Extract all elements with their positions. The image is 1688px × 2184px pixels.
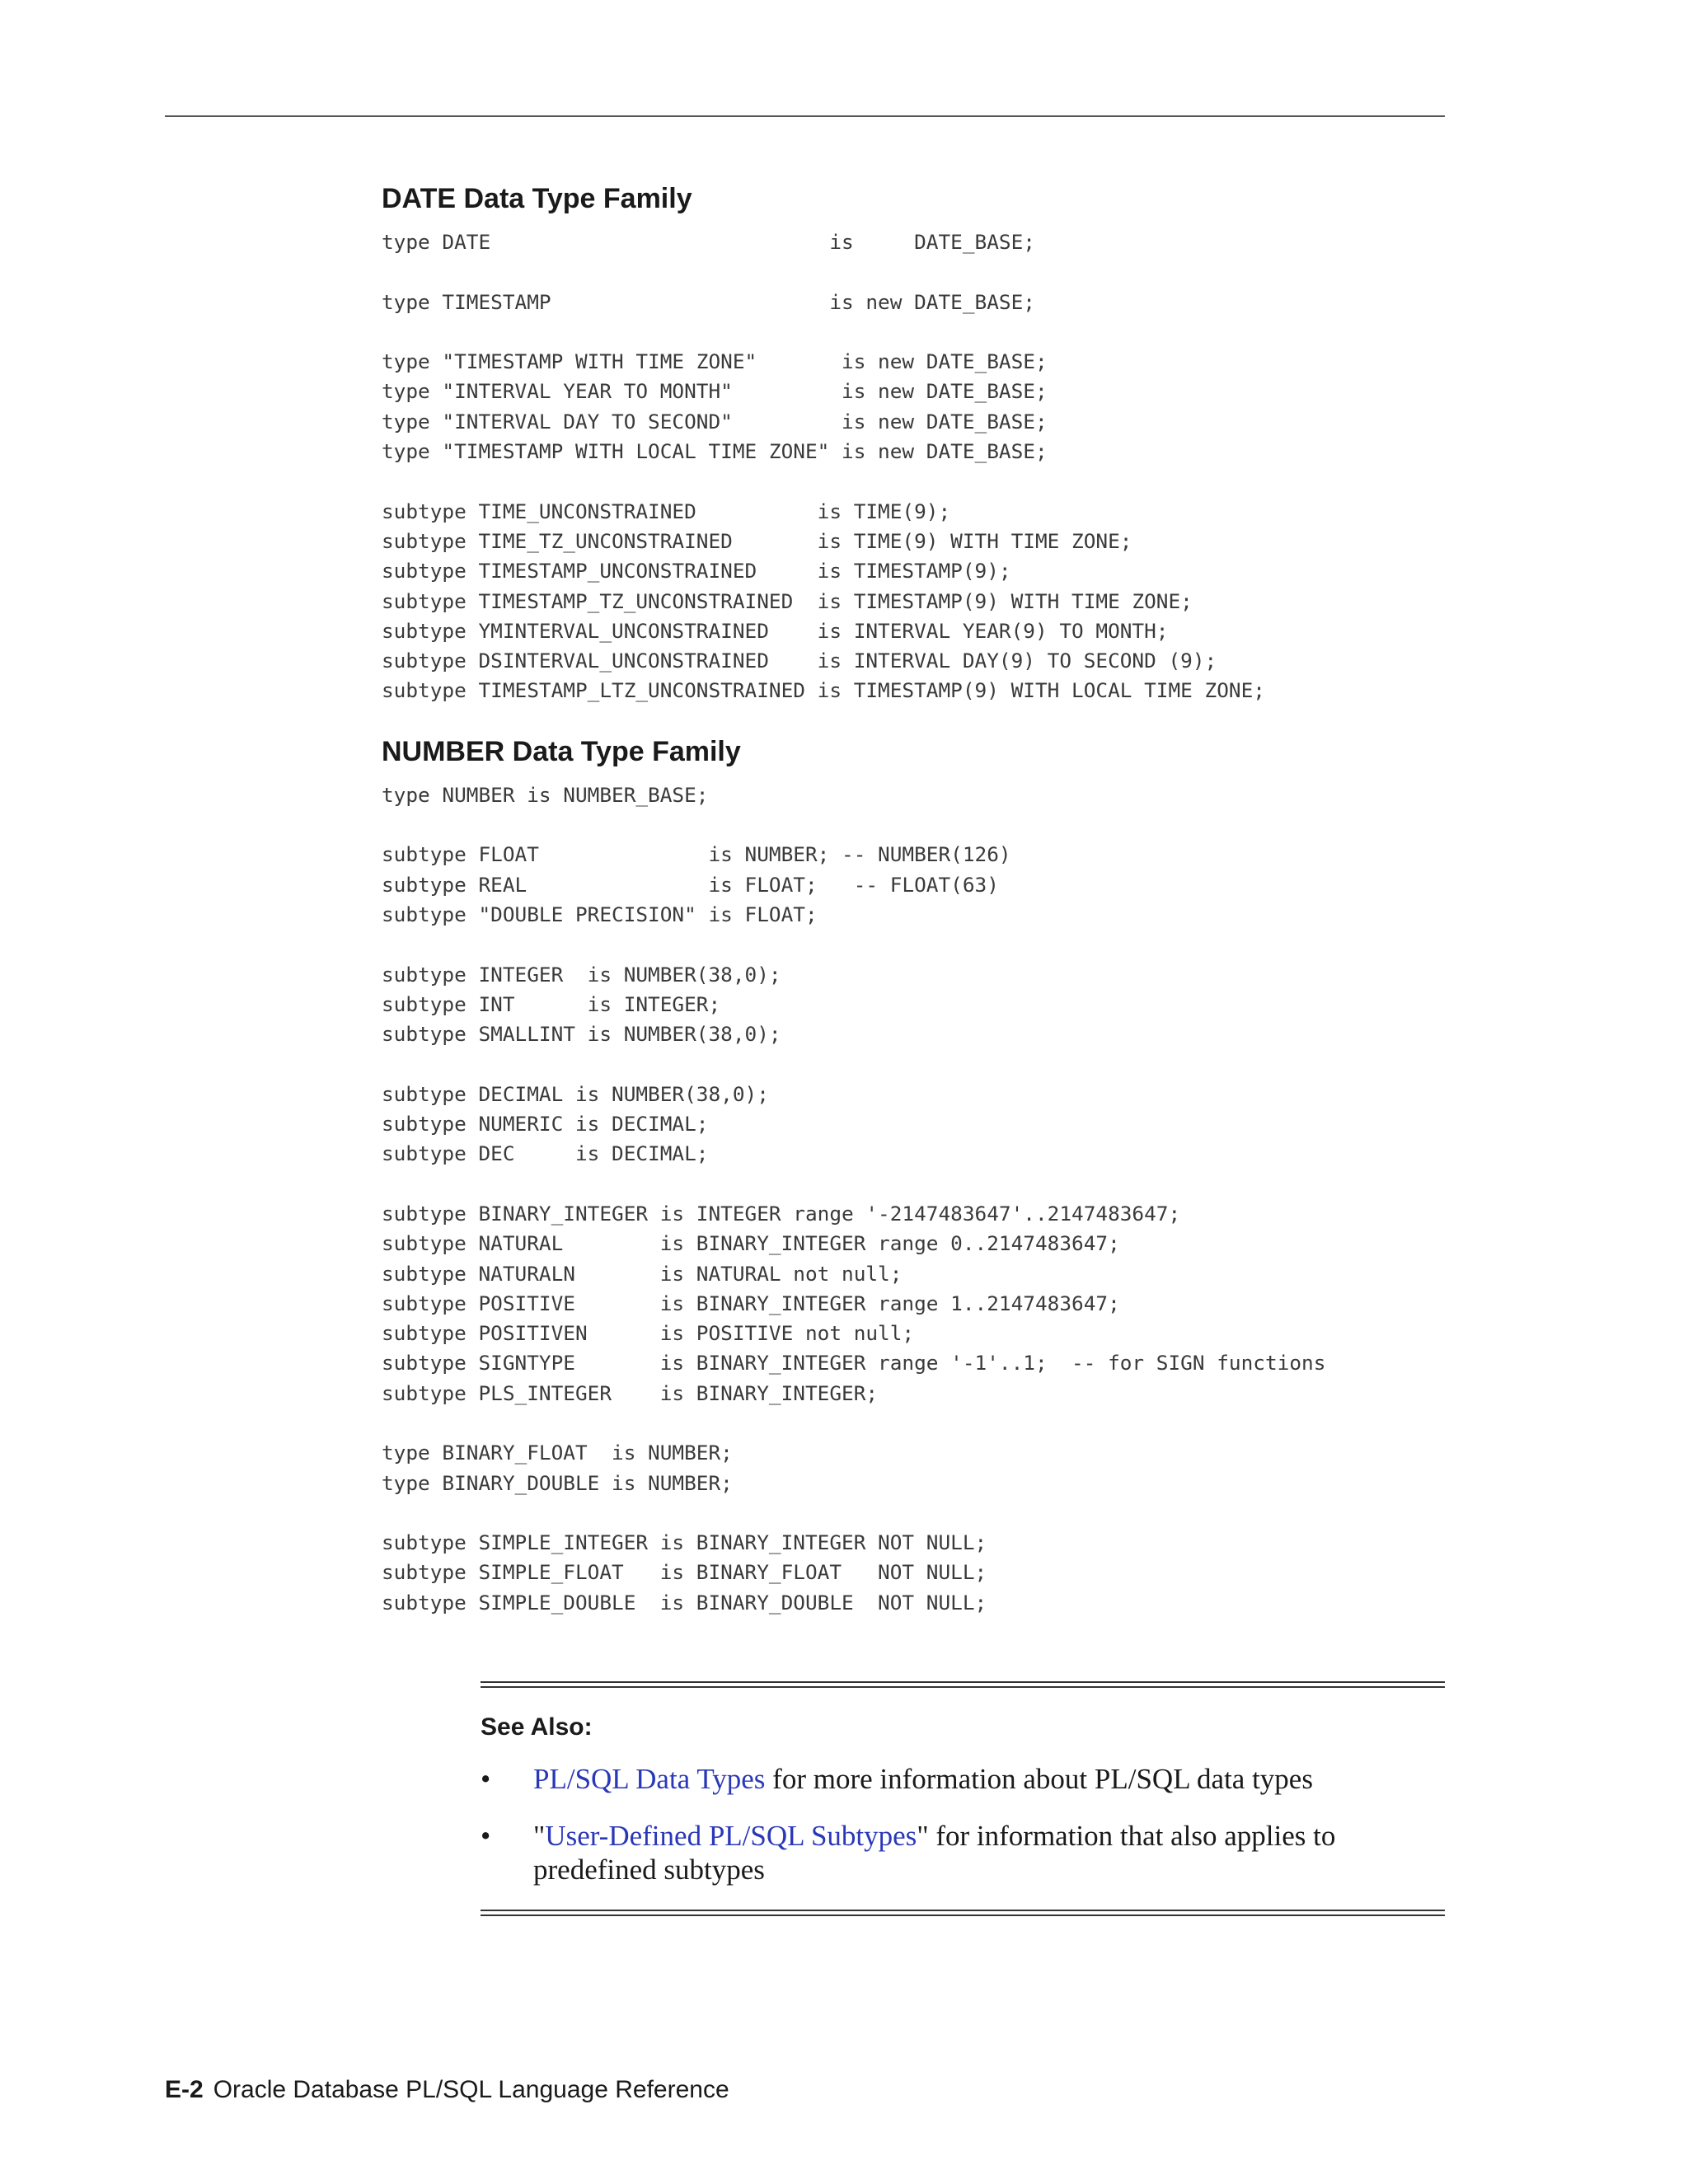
code-line: type "TIMESTAMP WITH LOCAL TIME ZONE" is new DATE_BASE; [382, 439, 1048, 464]
number-family-code-block [382, 780, 1445, 1618]
code-line: subtype NATURAL is BINARY_INTEGER range 0..2147483647; [382, 1231, 1120, 1256]
see-also-top-rule [481, 1681, 1445, 1688]
code-line: subtype SIMPLE_FLOAT is BINARY_FLOAT NOT NULL; [382, 1560, 987, 1585]
code-line: subtype NUMERIC is DECIMAL; [382, 1112, 709, 1137]
link-suffix: " for information that also applies to predefined subtypes [533, 1820, 1336, 1886]
code-line: subtype INT is INTEGER; [382, 991, 721, 1016]
code-line: subtype TIMESTAMP_LTZ_UNCONSTRAINED is TIMESTAMP(9) WITH LOCAL TIME ZONE; [382, 678, 1265, 703]
code-line: type BINARY_DOUBLE is NUMBER; [382, 1470, 733, 1495]
code-line: subtype TIME_UNCONSTRAINED is TIME(9); [382, 499, 951, 523]
code-line: type "INTERVAL DAY TO SECOND" is new DATE_BASE; [382, 409, 1048, 434]
code-line [382, 1498, 1445, 1528]
top-rule [165, 115, 1445, 117]
book-title: Oracle Database PL/SQL Language Reference [213, 2076, 729, 2103]
code-line: subtype SMALLINT is NUMBER(38,0); [382, 1022, 781, 1047]
plsql-data-types-link[interactable]: PL/SQL Data Types [533, 1763, 766, 1795]
code-line: type NUMBER is NUMBER_BASE; [382, 782, 709, 807]
code-line [382, 1169, 1445, 1199]
code-line: type "INTERVAL YEAR TO MONTH" is new DATE_BASE; [382, 379, 1048, 404]
code-line: subtype DSINTERVAL_UNCONSTRAINED is INTERVAL DAY(9) TO SECOND (9); [382, 649, 1217, 673]
code-line [382, 1408, 1445, 1438]
code-line: subtype INTEGER is NUMBER(38,0); [382, 962, 781, 987]
bullet-icon: • [481, 1763, 491, 1795]
code-line: type BINARY_FLOAT is NUMBER; [382, 1441, 733, 1465]
code-line: subtype "DOUBLE PRECISION" is FLOAT; [382, 902, 818, 926]
code-line: subtype SIMPLE_DOUBLE is BINARY_DOUBLE NOT NULL; [382, 1590, 987, 1615]
number-family-heading: NUMBER Data Type Family [382, 735, 741, 767]
code-line: subtype YMINTERVAL_UNCONSTRAINED is INTERVAL YEAR(9) TO MONTH; [382, 618, 1169, 643]
code-line: subtype TIMESTAMP_TZ_UNCONSTRAINED is TIMESTAMP(9) WITH TIME ZONE; [382, 588, 1193, 613]
code-line: subtype SIMPLE_INTEGER is BINARY_INTEGER NOT NULL; [382, 1530, 987, 1555]
user-defined-subtypes-link[interactable]: User-Defined PL/SQL Subtypes [545, 1820, 917, 1852]
see-also-title: See Also: [481, 1713, 593, 1741]
code-line [382, 257, 1445, 287]
code-line: subtype REAL is FLOAT; -- FLOAT(63) [382, 872, 999, 897]
see-also-item [481, 1819, 1445, 1886]
code-line: subtype DEC is DECIMAL; [382, 1141, 709, 1166]
date-family-heading: DATE Data Type Family [382, 183, 692, 214]
date-family-code-block [382, 227, 1445, 706]
code-line: type "TIMESTAMP WITH TIME ZONE" is new DATE_BASE; [382, 349, 1048, 374]
code-line: subtype SIGNTYPE is BINARY_INTEGER range '-1'..1; -- for SIGN functions [382, 1351, 1326, 1376]
code-line: subtype PLS_INTEGER is BINARY_INTEGER; [382, 1380, 879, 1405]
code-line: type DATE is DATE_BASE; [382, 230, 1035, 254]
see-also-box [481, 1681, 1445, 1916]
code-line: subtype TIMESTAMP_UNCONSTRAINED is TIMESTAMP(9); [382, 559, 1011, 583]
see-also-bottom-rule [481, 1910, 1445, 1916]
code-line: subtype NATURALN is NATURAL not null; [382, 1261, 903, 1286]
code-line: subtype POSITIVE is BINARY_INTEGER range 1..2147483647; [382, 1291, 1120, 1315]
code-line [382, 466, 1445, 496]
see-also-list [481, 1762, 1445, 1886]
code-line: subtype BINARY_INTEGER is INTEGER range '-2147483647'..2147483647; [382, 1201, 1181, 1226]
bullet-icon: • [481, 1820, 491, 1852]
code-line: subtype TIME_TZ_UNCONSTRAINED is TIME(9) WITH TIME ZONE; [382, 528, 1132, 553]
code-line: subtype FLOAT is NUMBER; -- NUMBER(126) [382, 842, 1011, 867]
link-suffix: for more information about PL/SQL data types [765, 1763, 1313, 1795]
code-line [382, 930, 1445, 959]
see-also-item [481, 1762, 1445, 1796]
code-line: type TIMESTAMP is new DATE_BASE; [382, 289, 1035, 314]
page-number: E-2 [165, 2076, 204, 2103]
main-content [382, 180, 1445, 1618]
code-line [382, 810, 1445, 840]
code-line [382, 1049, 1445, 1079]
page-footer [165, 2074, 729, 2107]
code-line: subtype DECIMAL is NUMBER(38,0); [382, 1081, 769, 1106]
link-prefix: " [533, 1820, 546, 1852]
code-line [382, 317, 1445, 347]
code-line: subtype POSITIVEN is POSITIVE not null; [382, 1321, 915, 1346]
